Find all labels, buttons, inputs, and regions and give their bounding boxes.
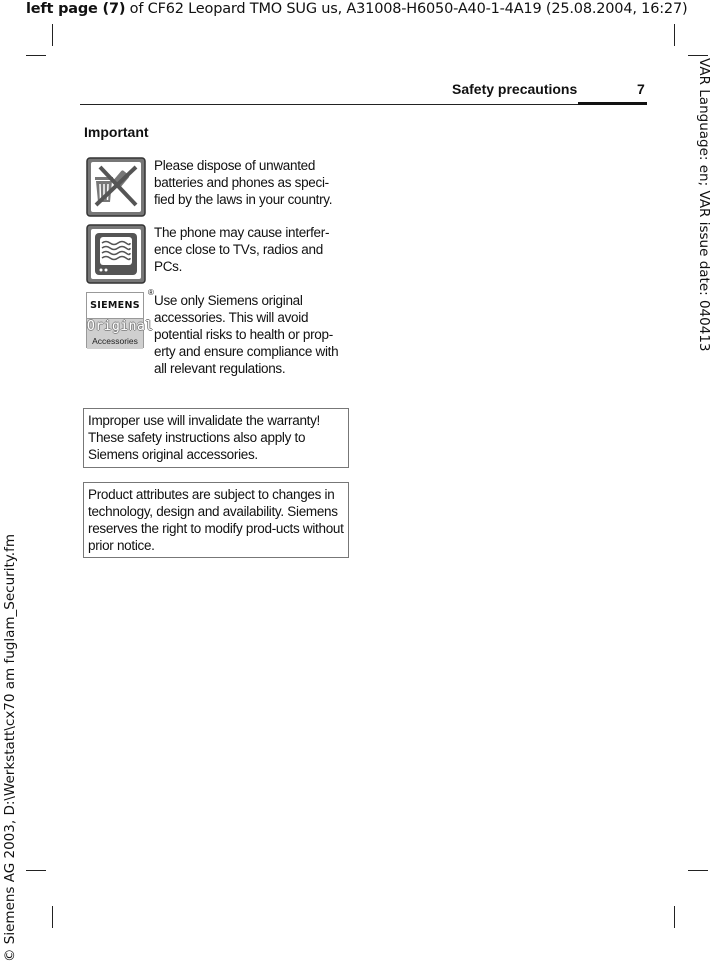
print-header-rest: of CF62 Leopard TMO SUG us, A31008-H6050-A40-1-4A19 (25.08.2004, 16:27) — [125, 1, 688, 17]
crop-mark — [688, 870, 708, 871]
battery-disposal-icon — [86, 157, 146, 217]
crop-mark — [26, 870, 46, 871]
list-item — [86, 157, 348, 219]
logo-accessories: Accessories — [92, 336, 138, 346]
print-header-bold: left page (7) — [26, 1, 126, 17]
page-number: 7 — [637, 81, 645, 97]
crop-mark — [52, 24, 53, 46]
logo-original: Original — [87, 319, 154, 334]
list-item — [86, 224, 348, 286]
crop-mark — [688, 55, 708, 56]
siemens-original-accessories-logo — [86, 292, 154, 348]
registered-mark: ® — [148, 288, 154, 297]
crop-mark — [674, 906, 675, 928]
var-language-note: VAR Language: en; VAR issue date: 040413 — [696, 58, 712, 352]
print-header-line — [26, 1, 687, 17]
section-title: Important — [84, 124, 149, 140]
item-text: Use only Siemens original accessories. This will avoid potential risks to health or prop-erty and ensure compliance with all relevant regulations. — [154, 293, 339, 376]
product-attributes-note-box: Product attributes are subject to changes in technology, design and availability. Siemens reserves the right to modify prod-ucts without prior notice. — [83, 482, 349, 558]
crop-mark — [674, 24, 675, 46]
warranty-note-box: Improper use will invalidate the warranty! These safety instructions also apply to Siemens original accessories. — [83, 408, 349, 468]
item-text: The phone may cause interfer-ence close to TVs, radios and PCs. — [154, 225, 330, 274]
copyright-file-note: © Siemens AG 2003, D:\Werkstatt\cx70 am fuglam_Security.fm — [2, 533, 18, 962]
list-item — [86, 288, 348, 377]
header-tab-bar — [578, 102, 647, 105]
crop-mark — [52, 906, 53, 928]
tv-interference-icon — [86, 224, 146, 284]
header-rule — [80, 104, 647, 105]
running-header-title: Safety precautions — [452, 81, 578, 97]
item-text: Please dispose of unwanted batteries and phones as speci-fied by the laws in your country. — [154, 158, 333, 207]
logo-brand: SIEMENS — [87, 293, 143, 319]
crop-mark — [26, 55, 46, 56]
